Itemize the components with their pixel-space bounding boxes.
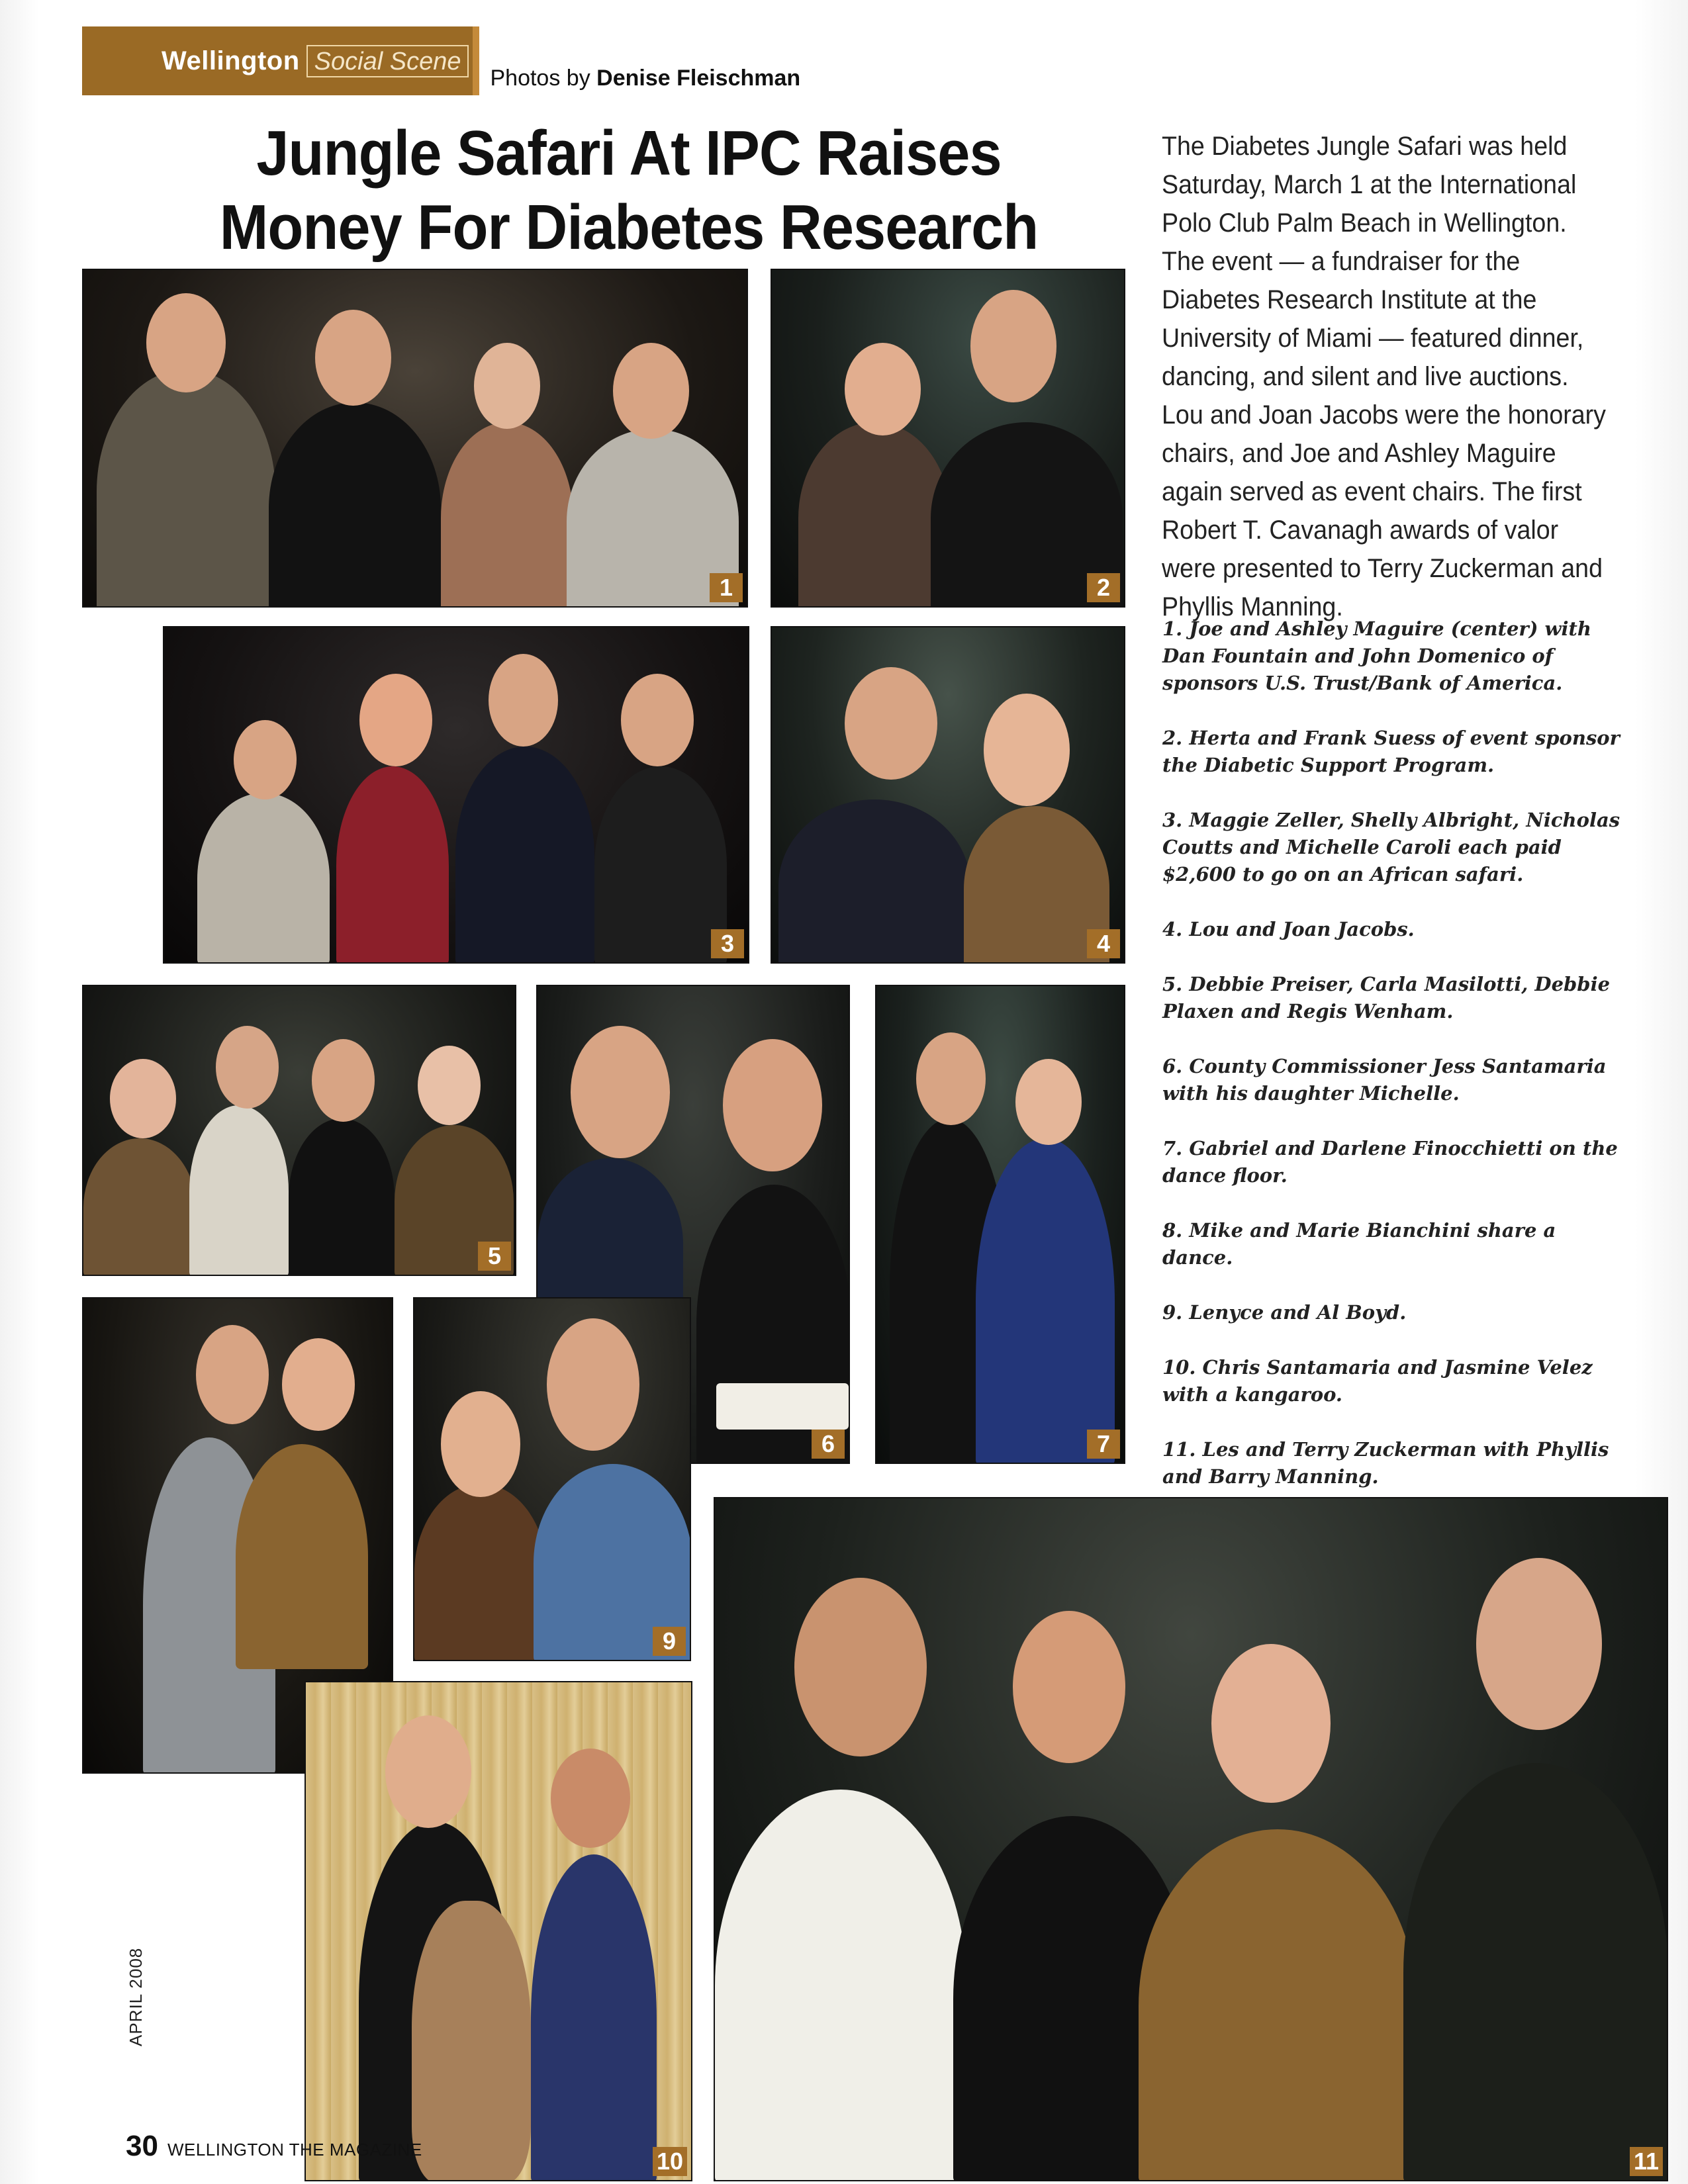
- photo-7: [875, 985, 1125, 1464]
- caption-item: 11. Les and Terry Zuckerman with Phyllis and Barry Manning.: [1162, 1438, 1609, 1488]
- caption-item: 10. Chris Santamaria and Jasmine Velez with a kangaroo.: [1162, 1356, 1593, 1406]
- photo-number-badge: 10: [653, 2147, 687, 2176]
- caption-item: 7. Gabriel and Darlene Finocchietti on the dance floor.: [1162, 1137, 1618, 1187]
- photo-2: [771, 269, 1125, 608]
- photo-number-badge: 4: [1087, 929, 1120, 958]
- credit-prefix: Photos by: [490, 66, 590, 91]
- photo-number-badge: 11: [1630, 2147, 1663, 2176]
- section-tag: [82, 26, 479, 95]
- photo-credit: [490, 66, 800, 91]
- caption-item: 3. Maggie Zeller, Shelly Albright, Nicholas Coutts and Michelle Caroli each paid $2,600 to go on an African safari.: [1162, 809, 1620, 886]
- caption-item: 4. Lou and Joan Jacobs.: [1162, 918, 1415, 940]
- caption-item: 6. County Commissioner Jess Santamaria with his daughter Michelle.: [1162, 1055, 1607, 1105]
- photo-number-badge: 9: [653, 1627, 686, 1656]
- intro-paragraph: The Diabetes Jungle Safari was held Saturday, March 1 at the International Polo Club Palm Beach in Wellington. The event — a fundraiser for the Diabetes Research Institute at the University of Miami — featured dinner, dancing, and silent and live auctions. Lou and Joan Jacobs were the honorary chairs, and Joe and Ashley Maguire again served as event chairs. The first Robert T. Cavanagh awards of valor were presented to Terry Zuckerman and Phyllis Manning.: [1162, 132, 1606, 621]
- photo-number-badge: 5: [478, 1242, 511, 1271]
- photo-number-badge: 2: [1087, 573, 1120, 602]
- page-number: 30: [126, 2130, 158, 2162]
- headline-line-1: Jungle Safari At IPC Raises: [256, 118, 1002, 189]
- photo-number-badge: 1: [710, 573, 743, 602]
- headline: [184, 116, 1073, 265]
- headline-line-2: Money For Diabetes Research: [219, 192, 1039, 263]
- caption-item: 8. Mike and Marie Bianchini share a dance.: [1162, 1219, 1556, 1269]
- brand-label: Wellington: [162, 46, 300, 75]
- photo-number-badge: 6: [812, 1430, 845, 1459]
- photo-number-badge: 3: [711, 929, 744, 958]
- photo-11: [714, 1497, 1668, 2181]
- photo-captions: [1162, 615, 1626, 1518]
- caption-item: 5. Debbie Preiser, Carla Masilotti, Debbie Plaxen and Regis Wenham.: [1162, 973, 1611, 1023]
- caption-item: 2. Herta and Frank Suess of event sponsor the Diabetic Support Program.: [1162, 727, 1620, 776]
- magazine-name: WELLINGTON THE MAGAZINE: [167, 2140, 422, 2160]
- folio-date: APRIL 2008: [126, 1947, 146, 2046]
- section-label: Social Scene: [306, 45, 469, 77]
- photo-10: [305, 1681, 692, 2181]
- folio: [126, 2130, 422, 2163]
- photo-4: [771, 626, 1125, 964]
- photo-5: [82, 985, 516, 1276]
- photo-1: [82, 269, 748, 608]
- photographer-name: Denise Fleischman: [596, 66, 801, 91]
- section-header: [82, 26, 800, 95]
- caption-item: 1. Joe and Ashley Maguire (center) with Dan Fountain and John Domenico of sponsors U.S. Trust/Bank of America.: [1162, 617, 1591, 694]
- caption-item: 9. Lenyce and Al Boyd.: [1162, 1301, 1407, 1324]
- photo-9: [413, 1297, 691, 1661]
- photo-3: [163, 626, 749, 964]
- photo-number-badge: 7: [1087, 1430, 1120, 1459]
